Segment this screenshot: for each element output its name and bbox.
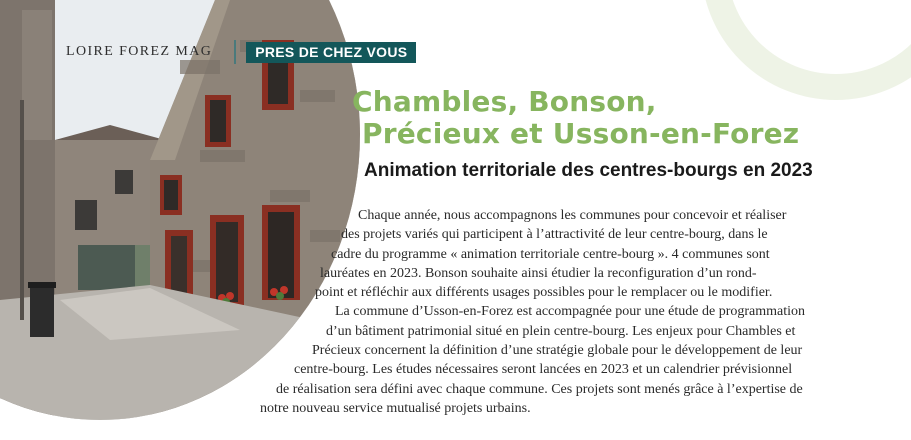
body-line: point et réfléchir aux différents usages possibles pour le remplacer ou le modifier. [315, 285, 773, 301]
page-header [66, 41, 416, 63]
body-line: centre-bourg. Les études nécessaires seront lancées en 2023 et un calendrier prévisionnel [294, 362, 793, 378]
decorative-ring [701, 0, 911, 100]
body-line: La commune d’Usson-en-Forez est accompagnée pour une étude de programmation [335, 304, 805, 320]
magazine-name: LOIRE FOREZ MAG [66, 44, 213, 59]
body-line: notre nouveau service mutualisé projets urbains. [260, 400, 531, 416]
title-line-2: Précieux et Usson-en-Forez [362, 117, 800, 150]
title-line-1: Chambles, Bonson, [352, 85, 657, 118]
section-rubric: PRES DE CHEZ VOUS [246, 42, 416, 63]
body-line: lauréates en 2023. Bonson souhaite ainsi étudier la reconfiguration d’un rond- [320, 265, 757, 281]
body-line: des projets variés qui participent à l’attractivité de leur centre-bourg, dans le [341, 227, 768, 243]
header-divider [234, 40, 236, 64]
body-line: de réalisation sera défini avec chaque commune. Ces projets sont menés grâce à l’expertise de [276, 381, 803, 397]
article-title [352, 86, 799, 150]
body-line: Précieux concernent la définition d’une stratégie globale pour le développement de leur [312, 343, 803, 359]
body-line: cadre du programme « animation territoriale centre-bourg ». 4 communes sont [331, 246, 770, 262]
body-line: Chaque année, nous accompagnons les communes pour concevoir et réaliser [358, 208, 787, 223]
article-subtitle: Animation territoriale des centres-bourgs en 2023 [364, 160, 813, 181]
body-line: d’un bâtiment patrimonial situé en plein centre-bourg. Les enjeux pour Chambles et [326, 323, 796, 339]
article-body [230, 206, 870, 418]
